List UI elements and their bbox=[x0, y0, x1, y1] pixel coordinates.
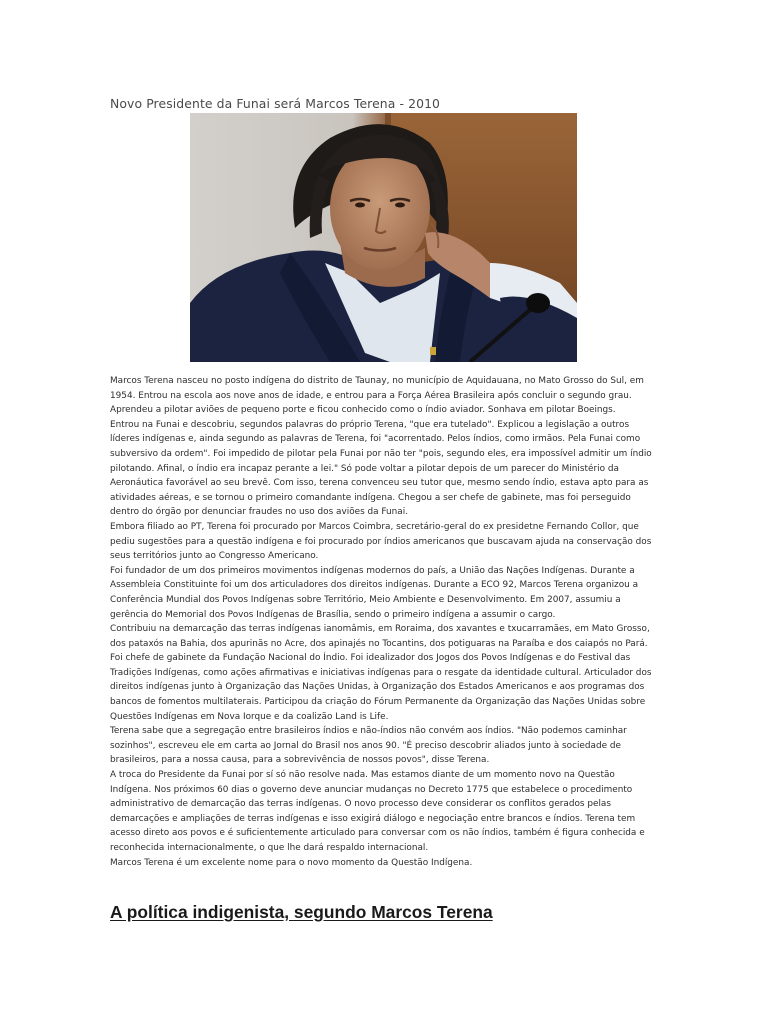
section-heading-link[interactable]: A política indigenista, segundo Marcos Terena bbox=[110, 902, 493, 922]
article-title: Novo Presidente da Funai será Marcos Terena - 2010 bbox=[110, 96, 441, 111]
paragraph: Entrou na Funai e descobriu, segundos palavras do próprio Terena, "que era tutelado". Explicou a legislação a outros líderes indígenas e, ainda segundo as palavras de Terena, foi "acorrentado. Pelos índios, como irmãos. Pela Funai como subversivo da ordem". Foi impedido de pilotar pela Funai por não ter "pois, segundo eles, era impossível admitir um índio pilotando. Afinal, o índio era incapaz perante a lei." Só pode voltar a pilotar depois de um parecer do Ministério da Aeronáutica favorável ao seu brevê. Com isso, terena convenceu seu tutor que, mesmo sendo índio, estava apto para as atividades aéreas, e se tornou o primeiro comandante indígena. Chegou a ser chefe de gabinete, mas foi perseguido dentro do órgão por denunciar fraudes no uso dos aviões da Funai. bbox=[110, 419, 652, 518]
paragraph: Terena sabe que a segregação entre brasileiros índios e não-índios não convém aos índios. "Não podemos caminhar sozinhos", escreveu ele em carta ao Jornal do Brasil nos anos 90. "É preciso descobrir aliados junto à sociedade de brasileiros, para a nossa causa, para a sobrevivência de nossos povos", disse Terena. bbox=[110, 726, 627, 766]
paragraph: A troca do Presidente da Funai por sí só não resolve nada. Mas estamos diante de um momento novo na Questão Indígena. Nos próximos 60 dias o governo deve anunciar mudanças no Decreto 1775 que estabelece o procedimento administrativo de demarcação das terras indígenas. O novo processo deve considerar os conflitos gerados pelas demarcações e ampliações de terras indígenas e isso exigirá diálogo e negociação entre brancos e índios. Terena tem acesso direto aos povos e é suficientemente articulado para conversar com os não índios, também é figura conhecida e reconhecida internacionalmente, o que lhe dará respaldo internacional. bbox=[110, 770, 645, 853]
paragraph: Contribuiu na demarcação das terras indígenas ianomâmis, em Roraima, dos xavantes e txucarramães, em Mato Grosso, dos pataxós na Bahia, dos apurinãs no Acre, dos apinajés no Tocantins, dos potiguaras na Paraíba e dos caiapós no Pará. bbox=[110, 624, 650, 649]
article-body bbox=[110, 374, 655, 870]
paragraph: Foi fundador de um dos primeiros movimentos indígenas modernos do país, a União das Nações Indígenas. Durante a Assembleia Constituinte foi um dos articuladores dos direitos indígenas. Durante a ECO 92, Marcos Terena organizou a Conferência Mundial dos Povos Indígenas sobre Território, Meio Ambiente e Desenvolvimento. Em 2007, assumiu a gerência do Memorial dos Povos Indígenas de Brasília, sendo o primeiro indígena a assumir o cargo. bbox=[110, 565, 639, 620]
paragraph: Marcos Terena é um excelente nome para o novo momento da Questão Indígena. bbox=[110, 857, 473, 868]
paragraph: Foi chefe de gabinete da Fundação Nacional do Índio. Foi idealizador dos Jogos dos Povos Indígenas e do Festival das Tradições Indígenas, como ações afirmativas e iniciativas indígenas para o resgate da identidade cultural. Articulador dos direitos indígenas junto à Organização das Nações Unidas, à Organização dos Estados Americanos e aos programas dos bancos de fomentos multilaterais. Participou da criação do Fórum Permanente da Organização das Nações Unidas sobre Questões Indígenas em Nova Iorque e da coalizão Land is Life. bbox=[110, 653, 652, 722]
paragraph: Marcos Terena nasceu no posto indígena do distrito de Taunay, no município de Aquidauana, no Mato Grosso do Sul, em 1954. Entrou na escola aos nove anos de idade, e entrou para a Força Aérea Brasileira após concluir o segundo grau. Aprendeu a pilotar aviões de pequeno porte e ficou conhecido como o índio aviador. Sonhava em pilotar Boeings. bbox=[110, 376, 644, 416]
portrait-photo bbox=[190, 113, 577, 362]
paragraph: Embora filiado ao PT, Terena foi procurado por Marcos Coimbra, secretário-geral do ex presidetne Fernando Collor, que pediu sugestões para a questão indígena e foi procurado por índios americanos que buscavam ajuda na conservação dos seus territórios junto ao Congresso Americano. bbox=[110, 521, 652, 562]
